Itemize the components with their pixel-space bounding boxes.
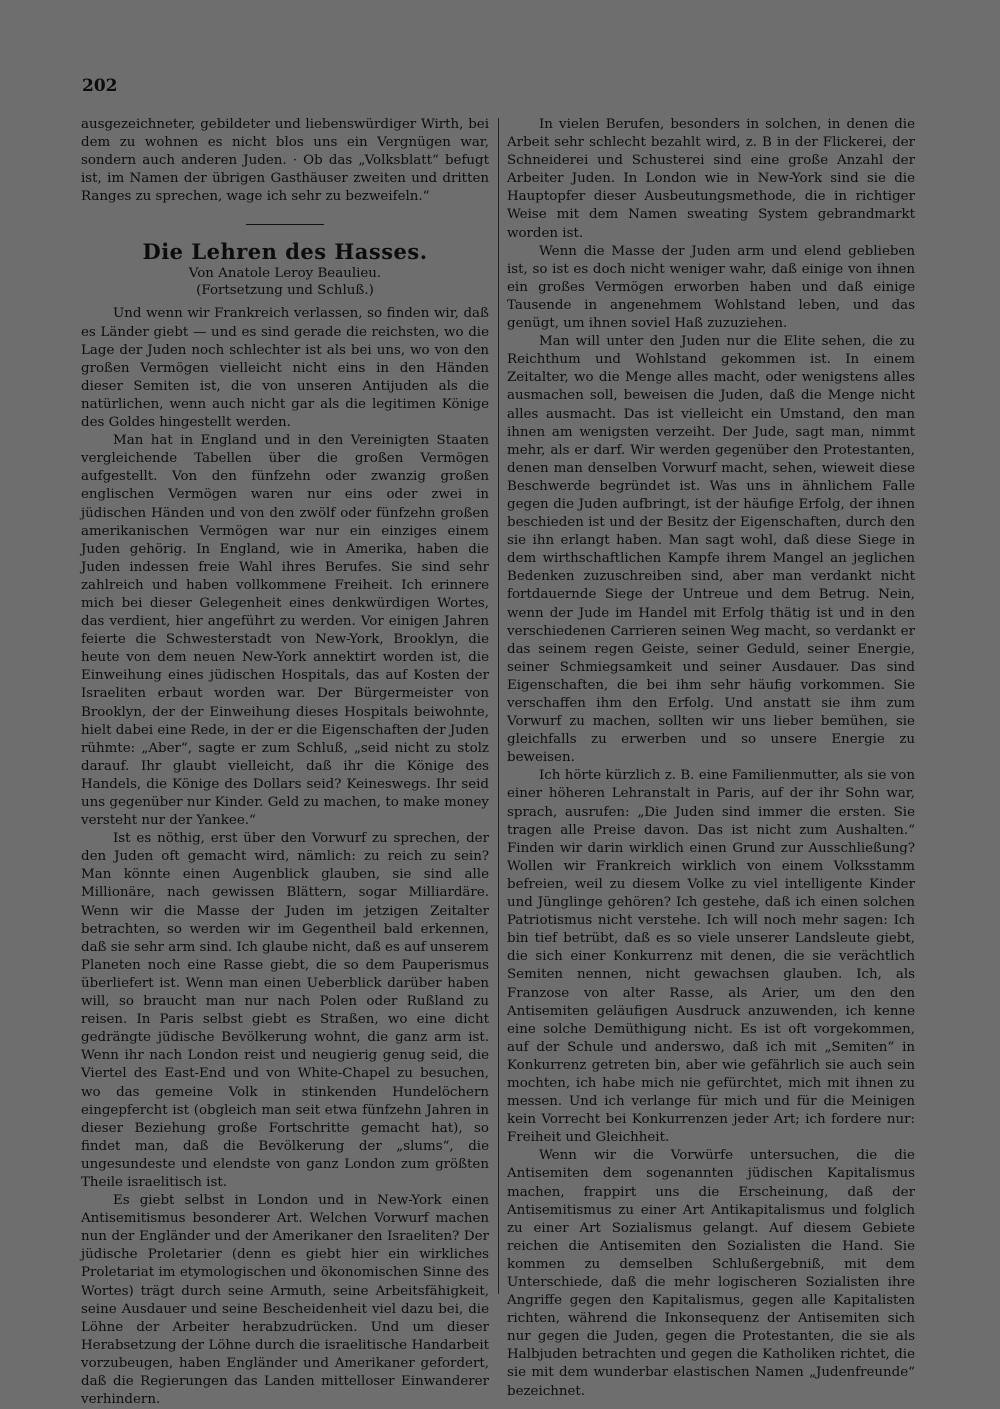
body-paragraph: Man hat in England und in den Vereinigten Staaten vergleichende Tabellen über die großen Vermögen aufgestellt. Von den fünfzehn oder zwanzig großen englischen Vermögen waren nur eins oder zwei in jüdischen Händen und von den zwölf oder fünfzehn großen amerikanischen Vermögen war nur ein einziges einem Juden gehörig. In England, wie in Amerika, haben die Juden indessen freie Wahl ihres Berufes. Sie sind sehr zahlreich und haben vollkommene Freiheit. Ich erinnere mich bei dieser Gelegenheit eines denkwürdigen Wortes, das verdient, hier angeführt zu werden. Vor einigen Jahren feierte die Schwesterstadt von New-York, Brooklyn, die heute von dem neuen New-York annektirt worden ist, die Einweihung eines jüdischen Hospitals, das auf Kosten der Israeliten erbaut worden war. Der Bürgermeister von Brooklyn, der der Einweihung dieses Hospitals beiwohnte, hielt dabei eine Rede, in der er die Eigenschaften der Juden rühmte: „Aber“, sagte er zum Schluß, „seid nicht zu stolz darauf. Ihr glaubt vielleicht, daß ihr die Könige des Handels, die Könige des Dollars seid? Keineswegs. Ihr seid uns gegenüber nur Kinder. Geld zu machen, to make money versteht nur der Yankee.“	[81, 433, 489, 829]
article-byline: Von Anatole Leroy Beaulieu.	[188, 266, 382, 282]
body-paragraph: Ist es nöthig, erst über den Vorwurf zu sprechen, der den Juden oft gemacht wird, nämlich: zu reich zu sein? Man könnte einen Augenblick glauben, sie sind alle Millionäre, nach gewissen Blättern, sogar Milliardäre. Wenn wir die Masse der Juden im jetzigen Zeitalter betrachten, so werden wir im Gegentheil bald erkennen, daß sie sehr arm sind. Ich glaube nicht, daß es auf unserem Planeten noch eine Rasse giebt, die so dem Pauperismus überliefert ist. Wenn man einen Ueberblick darüber haben will, so braucht man nur nach Polen oder Rußland zu reisen. In Paris selbst giebt es Straßen, wo eine dicht gedrängte jüdische Bevölkerung wohnt, die ganz arm ist. Wenn ihr nach London reist und neugierig genug seid, die Viertel des East-End und von White-Chapel zu besuchen, wo das gemeine Volk in stinkenden Hundelöchern eingepfercht ist (obgleich man seit etwa fünfzehn Jahren in dieser Beziehung große Fortschritte gemacht hat), so findet man, daß die Bevölkerung der „slums“, die ungesundeste und elendste von ganz London zum größten Theile israelitisch ist.	[81, 831, 489, 1190]
body-paragraph: Ich hörte kürzlich z. B. eine Familienmutter, als sie von einer höheren Lehranstalt in Paris, auf der ihr Sohn war, sprach, ausrufen: „Die Juden sind immer die ersten. Sie tragen alle Preise davon. Das ist nicht zum Aushalten.“ Finden wir darin wirklich einen Grund zur Ausschließung? Wollen wir Frankreich wirklich von einem Volksstamm befreien, weil zu diesem Volke zu viel intelligente Kinder und Jünglinge gehören? Ich gestehe, daß ich einen solchen Patriotismus nicht verstehe. Ich will noch mehr sagen: Ich bin tief betrübt, daß es so viele unserer Landsleute giebt, die sich einer Konkurrenz mit denen, die sie verächtlich Semiten nennen, nicht gewachsen glauben. Ich, als Franzose von alter Rasse, als Arier, um den den Antisemiten geläufigen Ausdruck anzuwenden, ich kenne eine solche Demüthigung nicht. Es ist oft vorgekommen, auf der Schule und anderswo, daß ich mit „Semiten“ in Konkurrenz getreten bin, aber wie gefährlich sie auch sein mochten, ich habe mich nie gefürchtet, mich mit ihnen zu messen. Und ich verlange für mich und für die Meinigen kein Vorrecht bei Konkurrenzen jeder Art; ich fordere nur: Freiheit und Gleichheit.	[507, 768, 915, 1146]
right-column	[507, 116, 915, 1401]
body-paragraph: In vielen Berufen, besonders in solchen, in denen die Arbeit sehr schlecht bezahlt wird, z. B in der Flickerei, der Schneiderei und Schusterei sind eine große Anzahl der Arbeiter Juden. In London wie in New-York sind sie die Hauptopfer dieser Ausbeutungsmethode, die in richtiger Weise mit dem Namen sweating System gebrandmarkt worden ist.	[507, 117, 915, 241]
column-rule	[498, 118, 499, 1294]
body-paragraph: Und wenn wir Frankreich verlassen, so finden wir, daß es Länder giebt — und es sind gerade die reichsten, wo die Lage der Juden noch schlechter ist als bei uns, wo von den großen Vermögen vielleicht nicht eins in den Händen dieser Semiten ist, die von unseren Antijuden als die natürlichen, wenn auch nicht gar als die legitimen Könige des Goldes hingestellt werden.	[81, 306, 489, 431]
body-paragraph: Wenn die Masse der Juden arm und elend geblieben ist, so ist es doch nicht weniger wahr, daß einige von ihnen ein großes Vermögen erworben haben und daß einige Tausende in angenehmem Wohlstand leben, und das genügt, um ihnen soviel Haß zuzuziehen.	[507, 243, 915, 332]
intro-paragraph: ausgezeichneter, gebildeter und liebenswürdiger Wirth, bei dem zu wohnen es nicht blos uns ein Vergnügen war, sondern auch anderen Juden. · Ob das „Volksblatt“ befugt ist, im Namen der übrigen Gasthäuser zweiten und dritten Ranges zu sprechen, wage ich sehr zu bezweifeln.“	[81, 117, 489, 205]
body-paragraph: Man will unter den Juden nur die Elite sehen, die zu Reichthum und Wohlstand gekommen ist. In einem Zeitalter, wo die Menge alles macht, oder wenigstens alles ausmachen soll, beweisen die Juden, daß die Menge nicht alles ausmacht. Das ist vielleicht ein Umstand, den man ihnen am wenigsten verzeiht. Der Jude, sagt man, nimmt mehr, als er darf. Wir werden gegenüber den Protestanten, denen man denselben Vorwurf macht, sehen, wieweit diese Beschwerde begründet ist. Was uns in ähnlichem Falle gegen die Juden aufbringt, ist der häufige Erfolg, der ihnen beschieden ist und der Besitz der Eigenschaften, durch den sie ihn erlangt haben. Man sagt wohl, daß diese Siege in dem wirthschaftlichen Kampfe ihrem Mangel an jeglichen Bedenken zuzuschreiben sind, aber man verdankt nicht fortdauernde Siege der Untreue und dem Betrug. Nein, wenn der Jude im Handel mit Erfolg thätig ist und in den verschiedenen Carrieren seinen Weg macht, so verdankt er das seinem regen Geiste, seiner Geduld, seiner Energie, seiner Schmiegsamkeit und seiner Ausdauer. Das sind Eigenschaften, die bei ihm sehr häufig vorkommen. Sie verschaffen ihm den Erfolg. Und anstatt sie ihm zum Vorwurf zu machen, sollten wir uns lieber bemühen, sie gleichfalls zu erwerben und so unsere Energie zu beweisen.	[507, 334, 915, 766]
page-number: 202	[82, 76, 118, 96]
body-paragraph: Wenn wir die Vorwürfe untersuchen, die die Antisemiten dem sogenannten jüdischen Kapitalismus machen, frappirt uns die Erscheinung, daß der Antisemitismus zu einer Art Antikapitalismus und folglich zu einer Art Sozialismus gelangt. Auf diesem Gebiete reichen die Antisemiten den Sozialisten die Hand. Sie kommen zu demselben Schlußergebniß, mit dem Unterschiede, daß die mehr logischeren Sozialisten ihre Angriffe gegen den Kapitalismus, gegen alle Kapitalisten richten, während die Inkonsequenz der Antisemiten sich nur gegen die Juden, gegen die Protestanten, die sie als Halbjuden betrachten und gegen die Katholiken richtet, die sie mit dem wunderbar elastischen Namen „Judenfreunde“ bezeichnet.	[507, 1148, 915, 1399]
section-divider	[246, 224, 324, 225]
article-title: Die Lehren des Hasses.	[142, 239, 428, 265]
continued-note: (Fortsetzung und Schluß.)	[196, 283, 374, 299]
left-column	[81, 116, 489, 1409]
body-paragraph: Es giebt selbst in London und in New-York einen Antisemitismus besonderer Art. Welchen Vorwurf machen nun der Engländer und der Amerikaner den Israeliten? Der jüdische Proletarier (denn es giebt hier ein wirkliches Proletariat im etymologischen und ökonomischen Sinne des Wortes) trägt durch seine Armuth, seine Arbeitsfähigkeit, seine Ausdauer und seine Bescheidenheit viel dazu bei, die Löhne der Arbeiter herabzudrücken. Und um dieser Herabsetzung der Löhne durch die israelitische Handarbeit vorzubeugen, haben Engländer und Amerikaner gefordert, daß die Regierungen das Landen mittelloser Einwanderer verhindern.	[81, 1193, 489, 1408]
